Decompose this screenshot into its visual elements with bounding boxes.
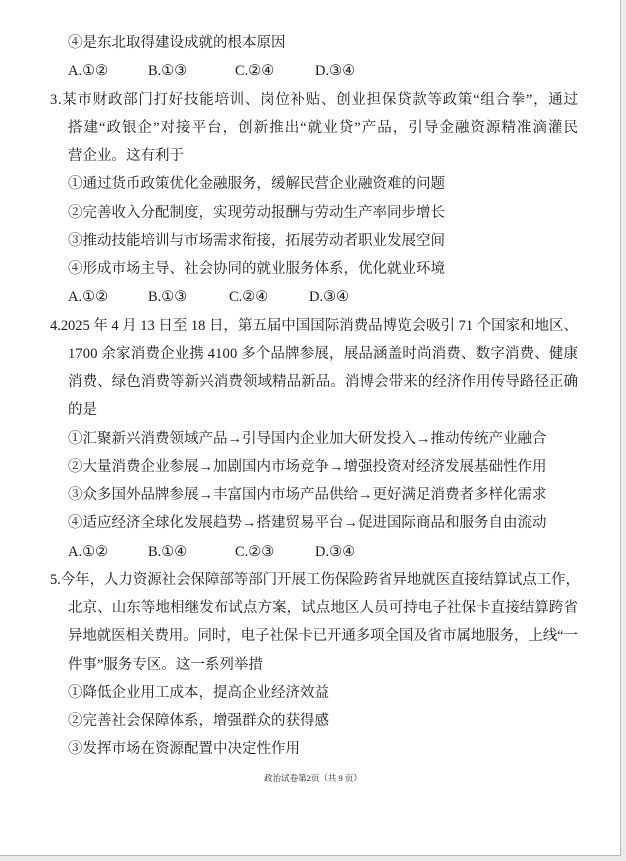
q4-stem-line-3: 消费、绿色消费等新兴消费领域精品新品。消博会带来的经济作用传导路径正确 — [68, 374, 579, 390]
q5-statement-1: ①降低企业用工成本，提高企业经济效益 — [68, 684, 329, 701]
question-2-continuation — [50, 29, 620, 86]
q3-option-c: C.②④ — [229, 289, 269, 306]
q5-stem-line-4: 件事”服务专区。这一系列举措 — [68, 656, 263, 673]
q4-stem-line-2: 1700 余家消费企业携 4100 多个品牌参展，展品涵盖时尚消费、数字消费、健康 — [68, 345, 579, 362]
q5-statement-3: ③发挥市场在资源配置中决定性作用 — [68, 741, 300, 758]
question-5 — [50, 566, 620, 764]
q3-statement-3: ③推动技能培训与市场需求衔接，拓展劳动者职业发展空间 — [68, 232, 445, 249]
q3-options — [68, 283, 620, 311]
q2-option-a: A.①② — [68, 63, 109, 80]
q5-stem-line-3: 异地就医相关费用。同时，电子社保卡已开通多项全国及省市属地服务，上线“一 — [68, 628, 578, 645]
q3-option-b: B.①③ — [148, 289, 188, 306]
q3-statement-4: ④形成市场主导、社会协同的就业服务体系，优化就业环境 — [68, 261, 445, 277]
q3-statement-1: ①通过货币政策优化金融服务，缓解民营企业融资难的问题 — [68, 176, 445, 193]
q3-stem-line-1: 3.某市财政部门打好技能培训、岗位补贴、创业担保贷款等政策“组合拳”，通过 — [50, 91, 579, 108]
q5-stem-line-1: 5.今年，人力资源社会保障部等部门开展工伤保险跨省异地就医直接结算试点工作， — [50, 571, 580, 588]
q4-stem-line-4: 的是 — [68, 402, 97, 419]
q2-options — [68, 57, 620, 85]
q4-statement-2: ②大量消费企业参展→加剧国内市场竞争→增强投资对经济发展基础性作用 — [68, 458, 547, 475]
q4-statement-1: ①汇聚新兴消费领域产品→引导国内企业加大研发投入→推动传统产业融合 — [68, 430, 547, 447]
q3-option-d: D.③④ — [309, 289, 350, 306]
q4-option-b: B.①④ — [148, 543, 188, 560]
q3-option-a: A.①② — [68, 289, 109, 306]
q5-statement-2: ②完善社会保障体系，增强群众的获得感 — [68, 713, 329, 729]
q2-option-b: B.①③ — [148, 63, 188, 80]
q3-stem-line-3: 营企业。这有利于 — [68, 148, 184, 164]
q4-option-c: C.②③ — [235, 543, 275, 560]
page-footer: 政治试卷第2页（共 9 页） — [264, 772, 362, 783]
q2-statement-4: ④是东北取得建设成就的根本原因 — [68, 35, 286, 51]
question-4 — [50, 312, 620, 566]
q3-statement-2: ②完善收入分配制度，实现劳动报酬与劳动生产率同步增长 — [68, 204, 445, 221]
question-3 — [50, 86, 620, 312]
q4-stem-line-1: 4.2025 年 4 月 13 日至 18 日，第五届中国国际消费品博览会吸引 71 个国家和地区、 — [50, 317, 578, 334]
q3-stem-line-2: 搭建“政银企”对接平台，创新推出“就业贷”产品，引导金融资源精准滴灌民 — [68, 119, 580, 136]
q2-option-d: D.③④ — [315, 63, 356, 80]
q4-option-d: D.③④ — [315, 543, 356, 560]
q4-statement-4: ④适应经济全球化发展趋势→搭建贸易平台→促进国际商品和服务自由流动 — [68, 515, 547, 532]
q4-option-a: A.①② — [68, 543, 109, 560]
q5-stem-line-2: 北京、山东等地相继发布试点方案，试点地区人员可持电子社保卡直接结算跨省 — [68, 600, 579, 616]
q4-statement-3: ③众多国外品牌参展→丰富国内市场产品供给→更好满足消费者多样化需求 — [68, 487, 547, 503]
q2-option-c: C.②④ — [235, 63, 275, 80]
q4-options — [68, 538, 620, 566]
